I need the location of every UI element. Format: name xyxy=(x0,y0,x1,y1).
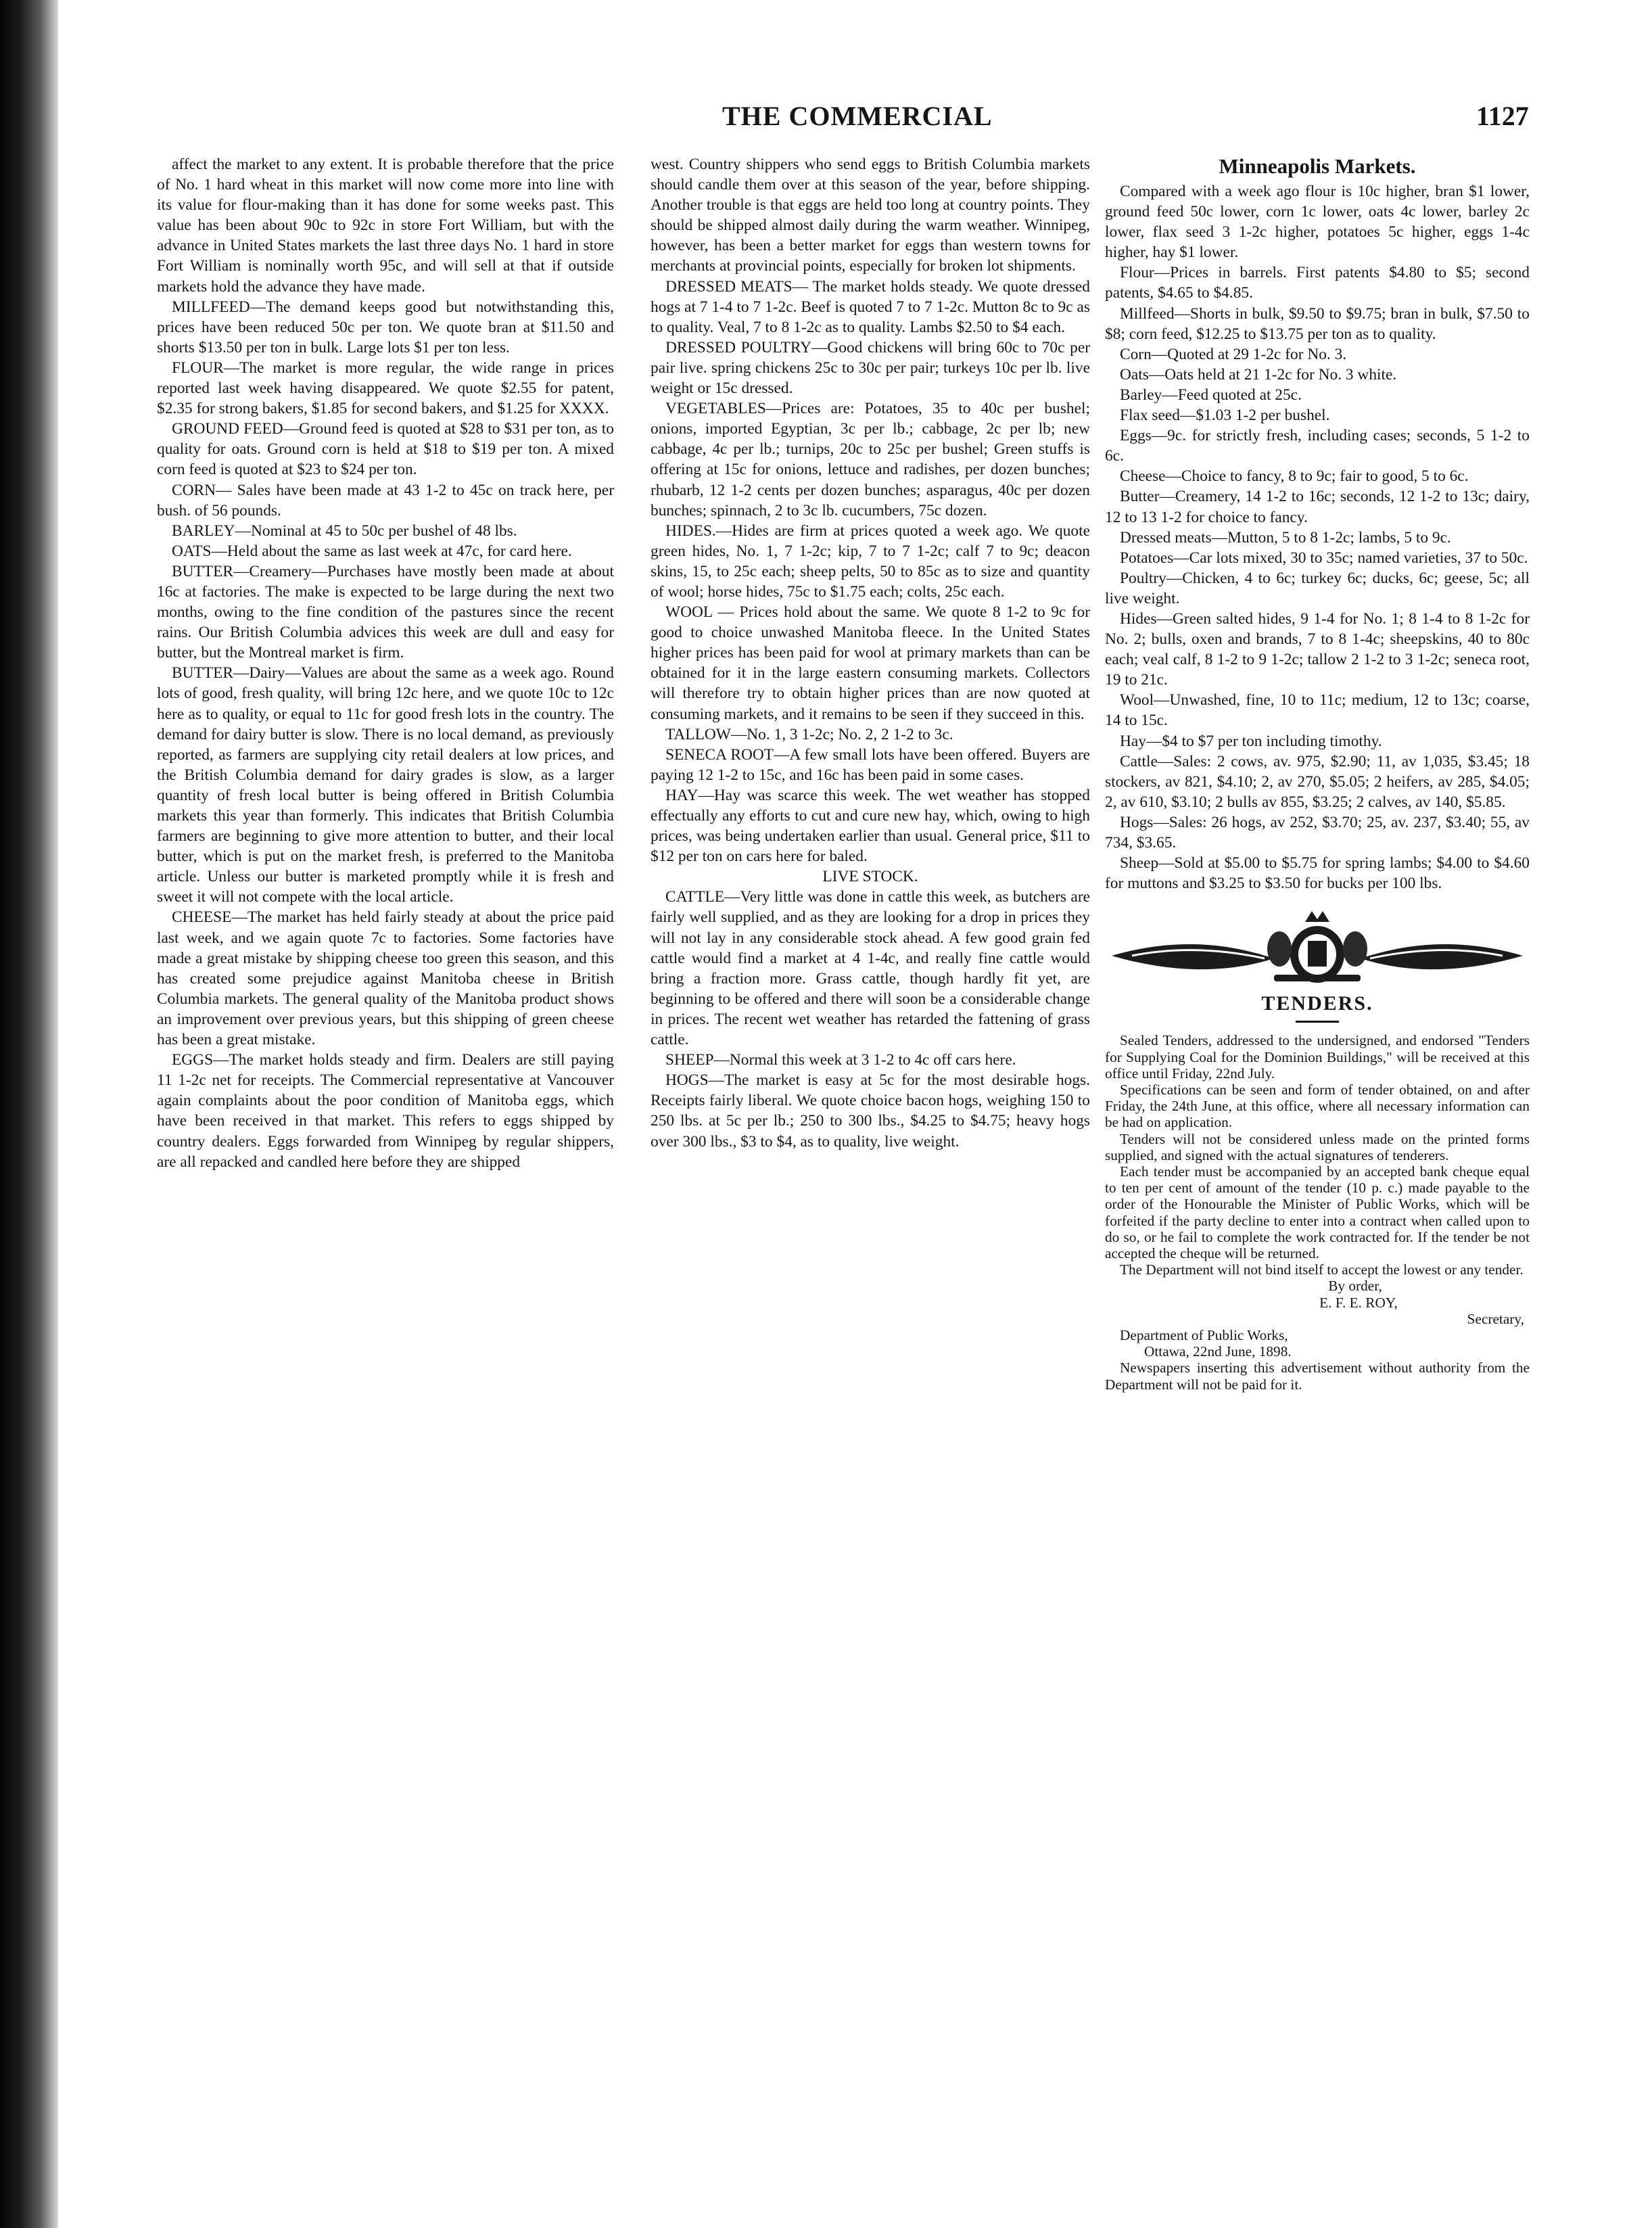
paragraph-tallow: TALLOW—No. 1, 3 1-2c; No. 2, 2 1-2 to 3c. xyxy=(665,725,953,743)
paragraph-sheep: SHEEP—Normal this week at 3 1-2 to 4c off cars here. xyxy=(665,1051,1016,1069)
paragraph-millfeed: MILLFEED—The demand keeps good but notwithstanding this, prices have been reduced 50c per ton. We quote bran at $11.50 and shorts $13.50 per ton in bulk. Large lots $1 per ton less. xyxy=(157,298,614,356)
paragraph-cattle: CATTLE—Very little was done in cattle this week, as butchers are fairly well supplied, and as they are looking for a drop in prices they will not lay in any considerable stock ahead. A few good grain fed cattle would find a market at 4 1-4c, and really fine cattle would bring a fraction more. Grass cattle, though hardly fit yet, are beginning to be offered and there will soon be a considerable change in prices. The recent wet weather has retarded the fattening of grass cattle. xyxy=(651,888,1090,1049)
paragraph-oats: OATS—Held about the same as last week at 47c, for card here. xyxy=(172,542,572,560)
tenders-date: Ottawa, 22nd June, 1898. xyxy=(1144,1343,1292,1360)
paragraph-vegetables: VEGETABLES—Prices are: Potatoes, 35 to 40c per bushel; onions, imported Egyptian, 3c per lb.; cabbage, 2c per lb; new cabbage, 4c per lb.; turnips, 20c to 25c per bushel; Green stuffs is offering at 15c for onions, lettuce and radishes, per dozen bunches; rhubarb, 12 1-2 cents per dozen bunches; asparagus, 40c per dozen bunches; spinnach, 2 to 3c lb. cucumbers, 75c dozen. xyxy=(651,400,1090,519)
tenders-heading: TENDERS. xyxy=(1261,992,1373,1015)
paragraph-mpls-sheep: Sheep—Sold at $5.00 to $5.75 for spring lambs; $4.00 to $4.60 for muttons and $3.25 to $3.50 for bucks per 100 lbs. xyxy=(1105,854,1530,893)
tenders-paragraph-cheque: Each tender must be accompanied by an accepted bank cheque equal to ten per cent of amount of the tender (10 p. c.) made payable to the order of the Honourable the Minister of Public Works, which will be forfeited if the party decline to enter into a contract when called upon to do so, or he fail to complete the work contracted for. If the tender be not accepted the cheque will be returned. xyxy=(1105,1163,1530,1262)
paragraph-flour: FLOUR—The market is more regular, the wide range in prices reported last week having disappeared. We quote $2.55 for patent, $2.35 for strong bakers, $1.85 for second bakers, and $1.25 for XXXX. xyxy=(157,358,614,418)
tenders-notice xyxy=(1105,1032,1530,1392)
paragraph-butter-dairy: BUTTER—Dairy—Values are about the same as a week ago. Round lots of good, fresh quality, will bring 12c here, and we quote 10c to 12c here as to quality, or equal to 11c for good fresh lots in the country. The demand for dairy butter is slow. There is no local demand, as previously reported, as farmers are supplying city retail dealers at low prices, and the British Columbia demand for dairy grades is slow, as a larger quantity of fresh local butter is being offered in British Columbia markets this year than formerly. This indicates that British Columbia farmers are beginning to give more attention to butter, and their local butter, which is put on the market fresh, is preferred to the Manitoba article. Unless our butter is marketed promptly while it is fresh and sweet it will not compete with the local article. xyxy=(157,664,614,906)
tenders-signatory: E. F. E. ROY, xyxy=(1319,1294,1398,1311)
paragraph-dressed-poultry: DRESSED POULTRY—Good chickens will bring 60c to 70c per pair live. spring chickens 25c to 30c per pair; turkeys 10c per lb. live weight or 15c dressed. xyxy=(651,338,1090,398)
paragraph-mpls-potatoes: Potatoes—Car lots mixed, 30 to 35c; named varieties, 37 to 50c. xyxy=(1120,549,1528,567)
tenders-paragraph-specifications: Specifications can be seen and form of tender obtained, on and after Friday, the 24th June, at this office, where all necessary information can be had on application. xyxy=(1105,1081,1530,1131)
column-local-markets xyxy=(157,154,614,1172)
tenders-newspapers-note: Newspapers inserting this advertisement without authority from the Department will not be paid for it. xyxy=(1105,1360,1530,1393)
paragraph-hogs: HOGS—The market is easy at 5c for the most desirable hogs. Receipts fairly liberal. We quote choice bacon hogs, weighing 150 to 250 lbs. at 5c per lb.; 250 to 300 lbs., $4.25 to $4.75; heavy hogs over 300 lbs., $3 to $4, as to quality, live weight. xyxy=(651,1071,1090,1151)
paragraph-butter-creamery: BUTTER—Creamery—Purchases have mostly been made at about 16c at factories. The make is expected to be large during the next two months, owing to the fine condition of the pastures since the recent rains. Our British Columbia advices this week are dull and easy for butter, but the Montreal market is firm. xyxy=(157,562,614,662)
paragraph-mpls-poultry: Poultry—Chicken, 4 to 6c; turkey 6c; ducks, 6c; geese, 5c; all live weight. xyxy=(1105,569,1530,607)
page-binding-edge xyxy=(0,0,58,2228)
tenders-paragraph-sealed: Sealed Tenders, addressed to the undersigned, and endorsed "Tenders for Supplying Coal for the Dominion Buildings," will be received at this office until Friday, 22nd July. xyxy=(1105,1032,1530,1082)
tenders-paragraph-forms: Tenders will not be considered unless made on the printed forms supplied, and signed with the actual signatures of tenderers. xyxy=(1105,1130,1530,1163)
paragraph-ground-feed: GROUND FEED—Ground feed is quoted at $28 to $31 per ton, as to quality for oats. Ground corn is held at $18 to $19 per ton. A mixed corn feed is quoted at $23 to $24 per ton. xyxy=(157,420,614,479)
paragraph-mpls-butter: Butter—Creamery, 14 1-2 to 16c; seconds, 12 1-2 to 13c; dairy, 12 to 13 1-2 for choice to fancy. xyxy=(1105,488,1530,526)
paragraph-mpls-hay: Hay—$4 to $7 per ton including timothy. xyxy=(1120,732,1382,750)
paragraph-mpls-corn: Corn—Quoted at 29 1-2c for No. 3. xyxy=(1120,345,1347,363)
tenders-by-order: By order, xyxy=(1328,1278,1382,1295)
paragraph-mpls-hogs: Hogs—Sales: 26 hogs, av 252, $3.70; 25, av. 237, $3.40; 55, av 734, $3.65. xyxy=(1105,813,1530,852)
heading-rule xyxy=(1296,1021,1339,1023)
paragraph-mpls-cattle: Cattle—Sales: 2 cows, av. 975, $2.90; 11, av 1,035, $3.45; 18 stockers, av 821, $4.10; 2, av 270, $5.05; 2 heifers, av 285, $4.05; 2, av 610, $3.10; 2 bulls av 855, $3.25; 2 calves, av 140, $5.85. xyxy=(1105,752,1530,811)
tenders-paragraph-lowest: The Department will not bind itself to accept the lowest or any tender. xyxy=(1120,1261,1524,1278)
paragraph-cheese: CHEESE—The market has held fairly steady at about the price paid last week, and we again quote 7c to factories. Some factories have made a great mistake by shipping cheese too green this season, and this has created some prejudice against Manitoba cheese in British Columbia markets. The general quality of the Manitoba product shows an improvement over previous years, but this shipping of green cheese has been a great mistake. xyxy=(157,908,614,1049)
paragraph-hay: HAY—Hay was scarce this week. The wet weather has stopped effectually any efforts to cut and cure new hay, which, owing to high prices, was being undertaken earlier than usual. General price, $11 to $12 per ton on cars here for baled. xyxy=(651,786,1090,866)
column-minneapolis-and-tenders xyxy=(1105,154,1530,1393)
paragraph-seneca-root: SENECA ROOT—A few small lots have been offered. Buyers are paying 12 1-2 to 15c, and 16c has been paid in some cases. xyxy=(651,745,1090,784)
coat-of-arms-icon xyxy=(1105,907,1530,988)
paragraph-mpls-hides: Hides—Green salted hides, 9 1-4 for No. 1; 8 1-4 to 8 1-2c for No. 2; bulls, oxen and brands, 7 to 8 1-4c; sheepskins, 40 to 80c each; veal calf, 8 1-2 to 9 1-2c; tallow 2 1-2 to 3 1-2c; seneca root, 19 to 21c. xyxy=(1105,609,1530,689)
paragraph-hides: HIDES.—Hides are firm at prices quoted a week ago. We quote green hides, No. 1, 7 1-2c; kip, 7 to 7 1-2c; calf 7 to 9c; deacon skins, 15, to 25c each; sheep pelts, 50 to 85c as to size and quantity of wool; horse hides, 75c to $1.75 each; colts, 25c each. xyxy=(651,521,1090,601)
paragraph-minneapolis-summary: Compared with a week ago flour is 10c higher, bran $1 lower, ground feed 50c lower, corn 1c lower, oats 4c lower, barley 2c lower, flax seed 3 1-2c higher, potatoes 5c higher, eggs 1-4c higher, hay $1 lower. xyxy=(1105,183,1530,262)
page-number: 1127 xyxy=(1476,101,1529,131)
minneapolis-markets-heading: Minneapolis Markets. xyxy=(1219,154,1416,178)
paragraph-mpls-eggs: Eggs—9c. for strictly fresh, including cases; seconds, 5 1-2 to 6c. xyxy=(1105,427,1530,465)
page-header-title: THE COMMERCIAL xyxy=(722,101,993,131)
paragraph-mpls-barley: Barley—Feed quoted at 25c. xyxy=(1120,386,1302,404)
paragraph-dressed-meats: DRESSED MEATS— The market holds steady. We quote dressed hogs at 7 1-4 to 7 1-2c. Beef is quoted 7 to 7 1-2c. Mutton 8c to 9c as to quality. Veal, 7 to 8 1-2c as to quality. Lambs $2.50 to $4 each. xyxy=(651,277,1090,336)
paragraph-mpls-dressed-meats: Dressed meats—Mutton, 5 to 8 1-2c; lambs, 5 to 9c. xyxy=(1120,528,1451,547)
column-local-markets-continued xyxy=(651,154,1090,1152)
paragraph-wool: WOOL — Prices hold about the same. We quote 8 1-2 to 9c for good to choice unwashed Manitoba fleece. In the United States higher prices has been paid for wool at primary markets than can be obtained for it in the large eastern consuming markets. Collectors will therefore try to obtain higher prices than are now quoted at consuming markets, and it remains to be seen if they succeed in this. xyxy=(651,603,1090,723)
paragraph-mpls-oats: Oats—Oats held at 21 1-2c for No. 3 white. xyxy=(1120,365,1397,384)
paragraph-eggs: EGGS—The market holds steady and firm. Dealers are still paying 11 1-2c net for receipts. The Commercial representative at Vancouver again complaints about the poor condition of Manitoba eggs, which have been received in that market. This refers to eggs shipped by country dealers. Eggs forwarded from Winnipeg by regular shippers, are all repacked and candled here before they are shipped xyxy=(157,1051,614,1171)
tenders-signatory-title: Secretary, xyxy=(1467,1310,1524,1327)
paragraph-mpls-cheese: Cheese—Choice to fancy, 8 to 9c; fair to good, 5 to 6c. xyxy=(1120,467,1469,486)
paragraph-mpls-wool: Wool—Unwashed, fine, 10 to 11c; medium, 12 to 13c; coarse, 14 to 15c. xyxy=(1105,691,1530,730)
paragraph-mpls-millfeed: Millfeed—Shorts in bulk, $9.50 to $9.75; bran in bulk, $7.50 to $8; corn feed, $12.25 to $13.75 per ton as to quality. xyxy=(1105,304,1530,343)
paragraph-corn: CORN— Sales have been made at 43 1-2 to 45c on track here, per bush. of 56 pounds. xyxy=(157,481,614,519)
paragraph-barley: BARLEY—Nominal at 45 to 50c per bushel of 48 lbs. xyxy=(172,521,517,540)
paragraph-eggs-continued: west. Country shippers who send eggs to British Columbia markets should candle them over at this season of the year, before shipping. Another trouble is that eggs are held too long at country points. They should be shipped almost daily during the warm weather. Winnipeg, however, has been a better market for eggs than western towns for merchants at provincial points, especially for broken lot shipments. xyxy=(651,156,1090,275)
paragraph-mpls-flour: Flour—Prices in barrels. First patents $4.80 to $5; second patents, $4.65 to $4.85. xyxy=(1105,264,1530,302)
subheading-live-stock: LIVE STOCK. xyxy=(822,868,918,886)
paragraph-mpls-flax: Flax seed—$1.03 1-2 per bushel. xyxy=(1120,407,1330,425)
paragraph-wheat: affect the market to any extent. It is probable therefore that the price of No. 1 hard wheat in this market will now come more into line with its value for flour-making than it has done for some weeks past. This value has been about 90c to 92c in store Fort William, but with the advance in United States markets the last three days No. 1 hard in store Fort William is nominally worth 95c, and will sell at that if outside markets hold the advance they have made. xyxy=(157,156,614,296)
royal-arms-ornament xyxy=(1105,907,1530,988)
tenders-department: Department of Public Works, xyxy=(1120,1327,1288,1344)
